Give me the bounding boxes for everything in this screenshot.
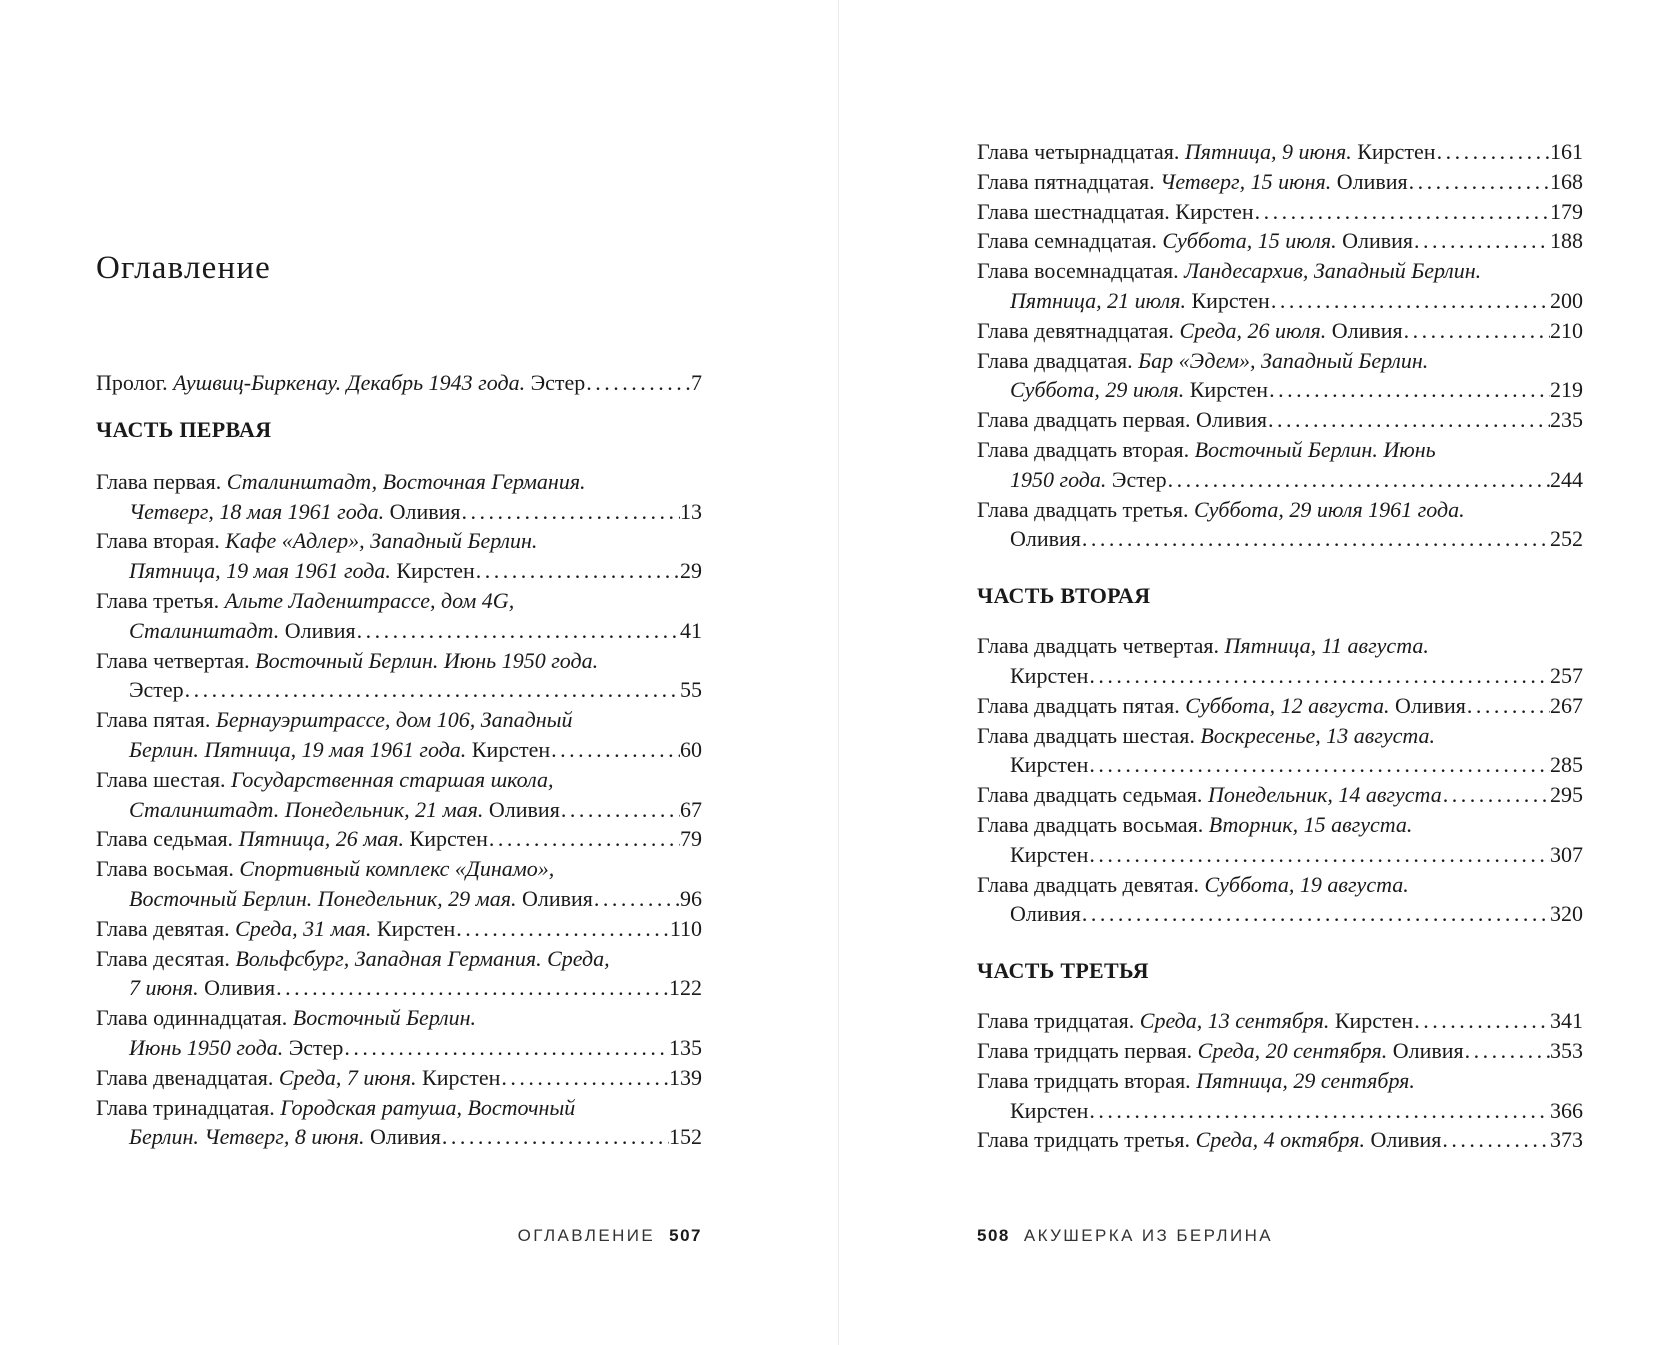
part-one-entries: [96, 467, 702, 1152]
toc-entry-text: Глава одиннадцатая.: [96, 1005, 293, 1031]
toc-entry-subtitle: Июнь 1950 года.: [129, 1034, 284, 1060]
toc-entry-subtitle: Среда, 13 сентября.: [1139, 1008, 1330, 1034]
toc-entry-subtitle: Среда, 20 сентября.: [1197, 1037, 1388, 1063]
toc-entry-subtitle: Вольфсбург, Западная Германия. Среда,: [235, 945, 610, 971]
toc-entry-text: Оливия: [516, 885, 593, 911]
toc-entry-text: Глава девятая.: [96, 915, 236, 941]
toc-entry-line: [977, 691, 1583, 721]
toc-entry-text: Оливия: [364, 1124, 441, 1150]
toc-page-number: 320: [1550, 901, 1583, 927]
toc-entry-line: [977, 870, 1583, 900]
toc-entry-continuation: [977, 286, 1583, 316]
toc-entry-continuation: [977, 661, 1583, 691]
toc-entry-subtitle: Вторник, 15 августа.: [1208, 811, 1413, 837]
toc-entry-text: Глава двадцатая.: [977, 347, 1139, 373]
toc-entry-text: Эстер: [283, 1034, 344, 1060]
toc-entry: [977, 631, 1583, 691]
toc-entry-text: Кирстен: [1184, 377, 1269, 403]
toc-entry: [977, 691, 1583, 721]
toc-entry: [96, 1063, 702, 1093]
dot-leader: [585, 368, 691, 398]
toc-entry-text: Оливия: [483, 796, 560, 822]
toc-page-number: 122: [669, 975, 702, 1001]
running-head-right: АКУШЕРКА ИЗ БЕРЛИНА: [1023, 1226, 1274, 1245]
toc-entry: [977, 226, 1583, 256]
toc-entry-text: Глава девятнадцатая.: [977, 317, 1180, 343]
toc-entry-text: Кирстен: [1010, 1097, 1089, 1123]
toc-entry-text: Глава третья.: [96, 587, 225, 613]
toc-entry-subtitle: Среда, 26 июля.: [1179, 317, 1327, 343]
toc-entry-subtitle: Восточный Берлин. Понедельник, 29 мая.: [129, 885, 517, 911]
toc-entry-text: Глава двенадцатая.: [96, 1064, 279, 1090]
toc-entry-text: Оливия: [279, 617, 356, 643]
toc-entry-text: Глава восемнадцатая.: [977, 258, 1185, 284]
dot-leader: [488, 824, 680, 854]
toc-entry-text: Оливия: [1326, 317, 1403, 343]
toc-entry-continuation: [96, 1033, 702, 1063]
toc-entry-text: Глава четвертая.: [96, 647, 256, 673]
toc-entry-subtitle: Пятница, 11 августа.: [1224, 633, 1429, 659]
toc-entry-line: [96, 1003, 702, 1033]
toc-entry-line: [977, 1006, 1583, 1036]
toc-entry-line: [977, 256, 1583, 286]
toc-entry: [96, 705, 702, 765]
toc-entry-subtitle: Суббота, 19 августа.: [1204, 871, 1409, 897]
toc-entry: [96, 586, 702, 646]
toc-page-number: 161: [1550, 139, 1583, 164]
toc-entry-continuation: [96, 735, 702, 765]
toc-entry: [977, 405, 1583, 435]
dot-leader: [560, 795, 680, 825]
toc-page-number: 13: [680, 498, 702, 524]
toc-entry-line: [96, 765, 702, 795]
toc-entry-text: Глава двадцать четвертая.: [977, 633, 1225, 659]
toc-entry-line: [977, 1066, 1583, 1096]
toc-entry-subtitle: Суббота, 15 июля.: [1162, 228, 1337, 254]
toc-entry-line: [96, 944, 702, 974]
folio-right: [977, 1226, 1273, 1246]
toc-entry-text: Кирстен: [390, 558, 475, 584]
toc-entry-subtitle: Бернауэрштрассе, дом 106, Западный: [215, 707, 573, 733]
left-toc-block: [96, 368, 702, 1152]
toc-entry-subtitle: Восточный Берлин. Июнь 1950 года.: [255, 647, 599, 673]
dot-leader: [1441, 1125, 1550, 1155]
toc-page-number: 295: [1550, 782, 1583, 808]
toc-entry-line: [96, 854, 702, 884]
toc-page-number: 29: [680, 558, 702, 584]
toc-entry-line: [96, 368, 702, 398]
toc-entry-line: [977, 495, 1583, 525]
toc-entry-line: [96, 914, 702, 944]
toc-entry-text: Глава шестнадцатая. Кирстен: [977, 198, 1254, 224]
dot-leader: [1436, 137, 1550, 167]
toc-entry-continuation: [96, 884, 702, 914]
dot-leader: [1403, 316, 1550, 346]
dot-leader: [1466, 691, 1550, 721]
dot-leader: [1413, 1006, 1550, 1036]
toc-entry-line: [977, 137, 1583, 167]
toc-entry-subtitle: 7 июня.: [129, 975, 199, 1001]
toc-entry: [977, 1125, 1583, 1155]
toc-entry-text: Кирстен: [1010, 752, 1089, 778]
toc-page-number: 96: [680, 885, 702, 911]
toc-page-number: 341: [1550, 1008, 1583, 1034]
right-toc-block: [977, 137, 1583, 1155]
toc-entry-continuation: [96, 497, 702, 527]
toc-entry-subtitle: Кафе «Адлер», Западный Берлин.: [225, 528, 538, 554]
toc-entry-subtitle: Альте Ладенштрассе, дом 4G,: [224, 587, 515, 613]
toc-entry-text: Кирстен: [1010, 662, 1089, 688]
toc-page-number: 139: [669, 1064, 702, 1090]
toc-entry-subtitle: Берлин. Четверг, 8 июня.: [129, 1124, 365, 1150]
toc-entry: [96, 467, 702, 527]
toc-entry-line: [977, 631, 1583, 661]
dot-leader: [1081, 899, 1550, 929]
page-number-right: 508: [977, 1226, 1010, 1245]
toc-entry-continuation: [96, 795, 702, 825]
toc-entry: [96, 1093, 702, 1153]
toc-entry-subtitle: Сталинштадт. Понедельник, 21 мая.: [129, 796, 484, 822]
toc-entry-text: Глава шестая.: [96, 766, 231, 792]
toc-entry-text: Глава пятнадцатая.: [977, 168, 1161, 194]
toc-page-number: 353: [1550, 1037, 1583, 1063]
toc-entry-line: [96, 467, 702, 497]
toc-entry-text: Оливия: [1010, 526, 1081, 552]
toc-page-number: 60: [680, 736, 702, 762]
toc-entry-text: Оливия: [1336, 228, 1413, 254]
toc-entry-continuation: [96, 556, 702, 586]
toc-entry: [977, 780, 1583, 810]
toc-entry-text: Оливия: [1010, 901, 1081, 927]
toc-entry-line: [977, 721, 1583, 751]
toc-entry-subtitle: Понедельник, 14 августа: [1207, 782, 1442, 808]
toc-entry-subtitle: Среда, 7 июня.: [278, 1064, 417, 1090]
toc-entry-text: Глава тридцатая.: [977, 1008, 1140, 1034]
toc-entry-line: [977, 167, 1583, 197]
toc-entry-text: Кирстен: [371, 915, 456, 941]
dot-leader: [1267, 405, 1550, 435]
dot-leader: [1254, 197, 1550, 227]
toc-entry-line: [977, 1125, 1583, 1155]
toc-entry-text: Глава десятая.: [96, 945, 236, 971]
dot-leader: [593, 884, 680, 914]
toc-entry-text: Кирстен: [1010, 841, 1089, 867]
toc-entry-subtitle: Восточный Берлин.: [292, 1005, 476, 1031]
part-one-heading: ЧАСТЬ ПЕРВАЯ: [96, 416, 272, 442]
part-two-heading: ЧАСТЬ ВТОРАЯ: [977, 583, 1151, 609]
toc-entry: [96, 944, 702, 1004]
toc-entry-subtitle: Городская ратуша, Восточный: [280, 1094, 576, 1120]
toc-entry-text: Глава двадцать шестая.: [977, 722, 1201, 748]
toc-entry-line: [96, 646, 702, 676]
toc-entry: [977, 435, 1583, 495]
toc-entry-line: [977, 226, 1583, 256]
toc-entry-subtitle: Четверг, 15 июня.: [1160, 168, 1332, 194]
toc-entry: [977, 256, 1583, 316]
toc-entry: [977, 197, 1583, 227]
toc-entry-text: Кирстен: [1351, 139, 1436, 164]
dot-leader: [1270, 286, 1550, 316]
toc-page-number: 152: [669, 1124, 702, 1150]
toc-entry: [96, 368, 702, 398]
toc-entry: [96, 914, 702, 944]
toc-entry-line: [977, 1036, 1583, 1066]
toc-entry-line: [977, 197, 1583, 227]
toc-entry-text: Оливия: [1331, 168, 1408, 194]
toc-entry-continuation: [96, 1122, 702, 1152]
toc-entry-line: [96, 824, 702, 854]
toc-entry-text: Глава двадцать вторая.: [977, 436, 1195, 462]
toc-entry: [96, 646, 702, 706]
toc-entry: [977, 167, 1583, 197]
toc-entry-subtitle: Пятница, 19 мая 1961 года.: [129, 558, 391, 584]
toc-page-number: 366: [1550, 1097, 1583, 1123]
toc-entry-subtitle: Среда, 31 мая.: [235, 915, 372, 941]
toc-entry-continuation: [96, 616, 702, 646]
toc-page-number: 252: [1550, 526, 1583, 552]
toc-page-number: 373: [1550, 1127, 1583, 1153]
toc-entry: [977, 137, 1583, 167]
dot-leader: [1088, 750, 1550, 780]
toc-entry-subtitle: Пятница, 21 июля.: [1010, 287, 1186, 313]
toc-entry-text: Глава тринадцатая.: [96, 1094, 281, 1120]
toc-entry-text: Глава тридцать третья.: [977, 1127, 1196, 1153]
toc-entry: [977, 316, 1583, 346]
toc-entry-line: [96, 586, 702, 616]
toc-page-number: 267: [1550, 692, 1583, 718]
toc-entry: [977, 346, 1583, 406]
toc-entry-subtitle: Пятница, 9 июня.: [1184, 139, 1352, 164]
toc-entry-text: Кирстен: [1329, 1008, 1414, 1034]
toc-page-number: 257: [1550, 662, 1583, 688]
toc-entry-subtitle: Восточный Берлин. Июнь: [1194, 436, 1436, 462]
toc-entry: [96, 765, 702, 825]
toc-entry-text: Глава тридцать первая.: [977, 1037, 1198, 1063]
folio-left: [518, 1226, 702, 1246]
toc-entry-text: Глава тридцать вторая.: [977, 1067, 1197, 1093]
toc-page-number: 219: [1550, 377, 1583, 403]
toc-entry: [977, 1006, 1583, 1036]
toc-entry: [96, 1003, 702, 1063]
dot-leader: [1088, 1096, 1550, 1126]
part-three-entries: [977, 1006, 1583, 1155]
toc-entry-line: [977, 780, 1583, 810]
toc-entry-continuation: [977, 1096, 1583, 1126]
toc-page-number: 235: [1550, 407, 1583, 433]
toc-entry-text: Пролог.: [96, 370, 174, 395]
dot-leader: [1464, 1036, 1550, 1066]
toc-entry-continuation: [977, 375, 1583, 405]
dot-leader: [1088, 661, 1550, 691]
toc-entry-continuation: [96, 675, 702, 705]
dot-leader: [475, 556, 680, 586]
toc-entry: [977, 721, 1583, 781]
dot-leader: [184, 675, 680, 705]
toc-entry-line: [96, 526, 702, 556]
dot-leader: [455, 914, 670, 944]
toc-entry-text: Оливия: [1387, 1037, 1464, 1063]
toc-entry-subtitle: Пятница, 26 мая.: [238, 826, 405, 852]
toc-page-number: 135: [669, 1034, 702, 1060]
toc-entry-text: Глава первая.: [96, 468, 227, 494]
dot-leader: [1442, 780, 1550, 810]
toc-entry-subtitle: Сталинштадт.: [129, 617, 280, 643]
part-one-entries-continued: [977, 137, 1583, 554]
dot-leader: [500, 1063, 669, 1093]
toc-entry-text: Глава двадцать первая. Оливия: [977, 407, 1267, 433]
toc-entry-text: Оливия: [1389, 692, 1466, 718]
prologue-list: [96, 368, 702, 398]
toc-title: Оглавление: [96, 250, 272, 286]
toc-entry-text: Оливия: [384, 498, 461, 524]
toc-entry-line: [977, 405, 1583, 435]
toc-entry-subtitle: Государственная старшая школа,: [230, 766, 554, 792]
dot-leader: [1413, 226, 1550, 256]
toc-entry-text: Глава двадцать третья.: [977, 496, 1194, 522]
toc-page-number: 41: [680, 617, 702, 643]
toc-entry-subtitle: Пятница, 29 сентября.: [1196, 1067, 1415, 1093]
toc-entry-subtitle: Берлин. Пятница, 19 мая 1961 года.: [129, 736, 467, 762]
toc-entry-text: Кирстен: [1185, 287, 1270, 313]
toc-entry-text: Глава двадцать восьмая.: [977, 811, 1209, 837]
toc-entry-text: Глава восьмая.: [96, 856, 240, 882]
toc-entry-text: Глава пятая.: [96, 707, 216, 733]
toc-entry-subtitle: Суббота, 12 августа.: [1185, 692, 1390, 718]
toc-entry: [96, 824, 702, 854]
toc-entry-line: [977, 810, 1583, 840]
toc-entry-text: Кирстен: [416, 1064, 501, 1090]
toc-entry-text: Глава седьмая.: [96, 826, 239, 852]
toc-entry-subtitle: Сталинштадт, Восточная Германия.: [226, 468, 586, 494]
toc-entry-line: [977, 435, 1583, 465]
toc-entry-text: Эстер: [1106, 466, 1167, 492]
dot-leader: [550, 735, 680, 765]
toc-entry-text: Кирстен: [404, 826, 488, 852]
toc-entry-subtitle: Ландесархив, Западный Берлин.: [1184, 258, 1482, 284]
toc-entry-subtitle: 1950 года.: [1010, 466, 1107, 492]
toc-entry: [977, 870, 1583, 930]
toc-page-number: 210: [1550, 317, 1583, 343]
toc-entry: [96, 526, 702, 586]
toc-page-number: 168: [1550, 168, 1583, 194]
toc-entry-continuation: [977, 840, 1583, 870]
toc-entry-subtitle: Бар «Эдем», Западный Берлин.: [1138, 347, 1429, 373]
toc-entry: [977, 495, 1583, 555]
toc-entry-text: Оливия: [1364, 1127, 1442, 1153]
dot-leader: [1408, 167, 1550, 197]
toc-entry: [96, 854, 702, 914]
toc-entry-subtitle: Четверг, 18 мая 1961 года.: [129, 498, 385, 524]
toc-page-number: 200: [1550, 287, 1583, 313]
toc-entry-continuation: [977, 465, 1583, 495]
toc-entry-text: Кирстен: [466, 736, 551, 762]
toc-entry-text: Глава двадцать седьмая.: [977, 782, 1208, 808]
toc-entry-subtitle: Среда, 4 октября.: [1195, 1127, 1365, 1153]
page-number-left: 507: [669, 1226, 702, 1245]
toc-entry-continuation: [977, 524, 1583, 554]
toc-entry-continuation: [977, 750, 1583, 780]
dot-leader: [1268, 375, 1550, 405]
toc-entry-continuation: [96, 973, 702, 1003]
toc-page-number: 110: [669, 915, 702, 941]
dot-leader: [1167, 465, 1550, 495]
toc-entry-text: Глава двадцать пятая.: [977, 692, 1186, 718]
toc-page-number: 285: [1550, 752, 1583, 778]
dot-leader: [275, 973, 669, 1003]
toc-entry-line: [977, 316, 1583, 346]
toc-page-number: 244: [1550, 466, 1583, 492]
dot-leader: [1081, 524, 1550, 554]
toc-entry-text: Глава вторая.: [96, 528, 226, 554]
toc-entry-line: [96, 1063, 702, 1093]
dot-leader: [441, 1122, 669, 1152]
toc-page-number: 67: [680, 796, 702, 822]
running-head-left: ОГЛАВЛЕНИЕ: [517, 1226, 656, 1245]
toc-entry-subtitle: Спортивный комплекс «Динамо»,: [239, 856, 555, 882]
toc-entry-line: [977, 346, 1583, 376]
toc-entry: [977, 1066, 1583, 1126]
toc-entry-text: Глава семнадцатая.: [977, 228, 1163, 254]
toc-entry-line: [96, 705, 702, 735]
toc-entry-subtitle: Воскресенье, 13 августа.: [1200, 722, 1436, 748]
toc-entry: [977, 810, 1583, 870]
toc-page-number: 7: [691, 370, 702, 395]
toc-entry-text: Оливия: [198, 975, 276, 1001]
part-two-entries: [977, 631, 1583, 929]
dot-leader: [343, 1033, 669, 1063]
toc-entry-subtitle: Суббота, 29 июля 1961 года.: [1193, 496, 1465, 522]
right-page: [839, 0, 1671, 1345]
toc-entry-continuation: [977, 899, 1583, 929]
toc-entry-text: Глава двадцать девятая.: [977, 871, 1205, 897]
toc-entry-line: [96, 1093, 702, 1123]
toc-page-number: 55: [680, 677, 702, 703]
toc-entry-text: Эстер: [525, 370, 586, 395]
toc-page-number: 179: [1550, 198, 1583, 224]
part-three-heading: ЧАСТЬ ТРЕТЬЯ: [977, 958, 1149, 984]
dot-leader: [1088, 840, 1550, 870]
toc-entry-subtitle: Аушвиц-Биркенау. Декабрь 1943 года.: [173, 370, 526, 395]
toc-entry: [977, 1036, 1583, 1066]
dot-leader: [356, 616, 680, 646]
toc-entry-text: Глава четырнадцатая.: [977, 139, 1185, 164]
toc-entry-subtitle: Суббота, 29 июля.: [1010, 377, 1185, 403]
toc-page-number: 79: [680, 826, 702, 852]
dot-leader: [461, 497, 680, 527]
toc-entry-text: Эстер: [129, 677, 184, 703]
toc-page-number: 307: [1550, 841, 1583, 867]
toc-page-number: 188: [1550, 228, 1583, 254]
